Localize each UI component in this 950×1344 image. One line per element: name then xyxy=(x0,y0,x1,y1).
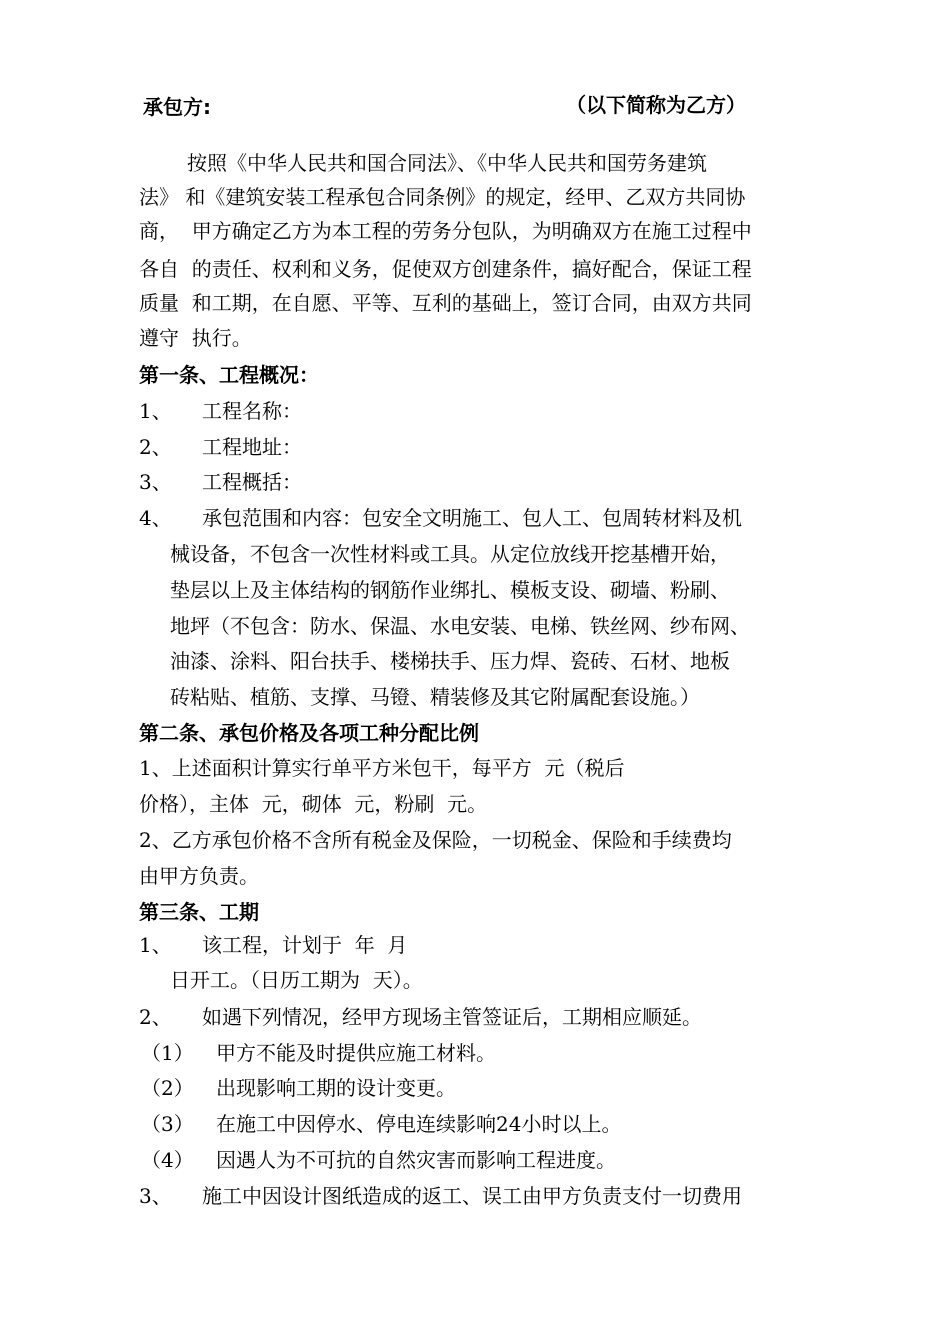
item-number: 4、 xyxy=(139,506,172,530)
item-continuation: 垫层以上及主体结构的钢筋作业绑扎、模板支设、砌墙、粉刷、 xyxy=(170,578,730,602)
item-continuation: 砖粘贴、植筋、支撑、马镫、精装修及其它附属配套设施。） xyxy=(170,685,700,709)
item-number: 2、 xyxy=(139,435,172,459)
item-text: 施工中因设计图纸造成的返工、误工由甲方负责支付一切费用 xyxy=(202,1184,742,1208)
item-continuation: 油漆、涂料、阳台扶手、楼梯扶手、压力焊、瓷砖、石材、地板 xyxy=(170,649,730,673)
item-text: 该工程，计划于 年 月 xyxy=(202,933,408,957)
item-continuation: 地坪（不包含：防水、保温、水电安装、电梯、铁丝网、纱布网、 xyxy=(170,614,750,638)
article-2-line: 价格），主体 元，砌体 元，粉刷 元。 xyxy=(139,792,488,816)
contractor-label: 承包方: xyxy=(143,95,211,119)
subitem-text: 在施工中因停水、停电连续影响24小时以上。 xyxy=(216,1112,622,1136)
subitem-number: （4） xyxy=(141,1148,194,1172)
intro-line: 质量 和工期，在自愿、平等、互利的基础上，签订合同，由双方共同 xyxy=(139,291,752,315)
article-2-title: 第二条、承包价格及各项工种分配比例 xyxy=(139,721,479,745)
item-number: 3、 xyxy=(139,470,172,494)
item-text: 工程概括： xyxy=(202,470,302,494)
contractor-alias: （以下简称为乙方） xyxy=(566,93,746,117)
item-text: 工程地址： xyxy=(202,435,302,459)
intro-line: 法》 和《建筑安装工程承包合同条例》的规定，经甲、乙双方共同协 xyxy=(139,185,746,209)
intro-line: 按照《中华人民共和国合同法》、《中华人民共和国劳务建筑 xyxy=(187,151,707,175)
item-continuation: 械设备，不包含一次性材料或工具。从定位放线开挖基槽开始， xyxy=(170,542,730,566)
subitem-text: 因遇人为不可抗的自然灾害而影响工程进度。 xyxy=(216,1148,616,1172)
article-3-title: 第三条、工期 xyxy=(139,900,259,924)
subitem-text: 甲方不能及时提供应施工材料。 xyxy=(216,1041,496,1065)
article-2-line: 2、乙方承包价格不含所有税金及保险，一切税金、保险和手续费均 xyxy=(139,828,732,852)
article-2-line: 由甲方负责。 xyxy=(139,864,259,888)
item-number: 1、 xyxy=(139,399,172,423)
subitem-text: 出现影响工期的设计变更。 xyxy=(216,1076,456,1100)
intro-line: 遵守 执行。 xyxy=(139,326,252,350)
item-number: 3、 xyxy=(139,1184,172,1208)
item-text: 工程名称： xyxy=(202,399,302,423)
subitem-number: （2） xyxy=(141,1076,194,1100)
item-text: 如遇下列情况，经甲方现场主管签证后，工期相应顺延。 xyxy=(202,1005,702,1029)
article-2-line: 1、上述面积计算实行单平方米包干，每平方 元（税后 xyxy=(139,756,625,780)
item-continuation: 日开工。（日历工期为 天）。 xyxy=(170,968,423,992)
item-number: 2、 xyxy=(139,1005,172,1029)
item-number: 1、 xyxy=(139,933,172,957)
intro-line: 商， 甲方确定乙方为本工程的劳务分包队，为明确双方在施工过程中 xyxy=(139,219,752,243)
subitem-number: （3） xyxy=(141,1112,194,1136)
intro-line: 各自 的责任、权利和义务，促使双方创建条件，搞好配合，保证工程 xyxy=(139,257,752,281)
article-1-title: 第一条、工程概况： xyxy=(139,363,319,387)
subitem-number: （1） xyxy=(141,1041,194,1065)
item-text: 承包范围和内容：包安全文明施工、包人工、包周转材料及机 xyxy=(202,506,742,530)
